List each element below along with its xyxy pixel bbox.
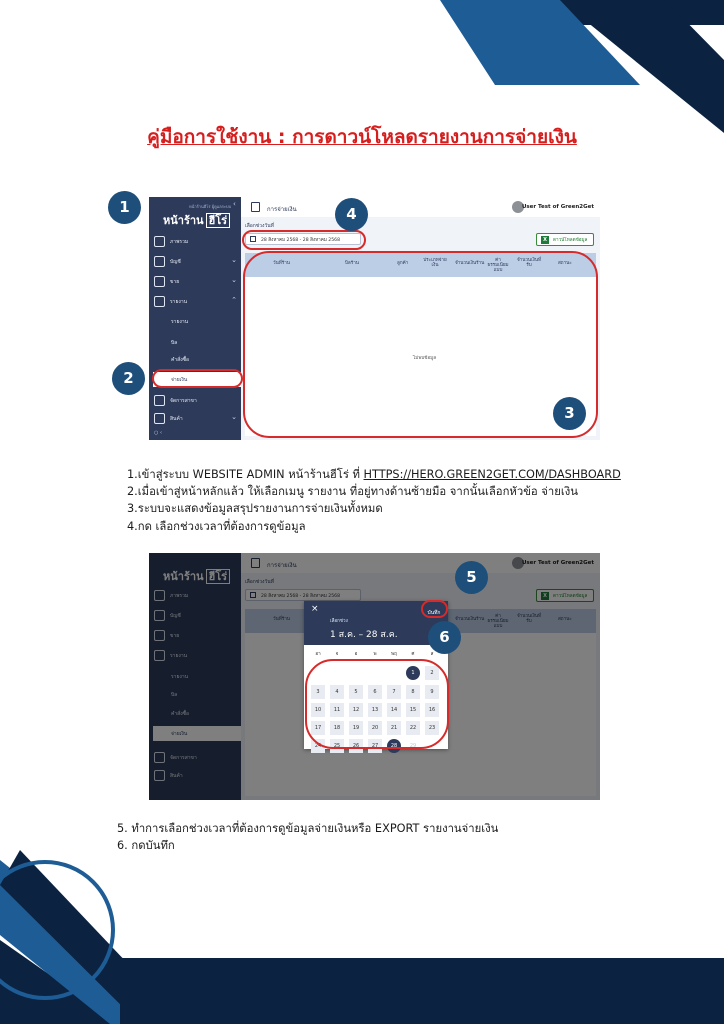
callout-4: 4	[335, 198, 368, 231]
weekday-label: ส	[430, 652, 434, 657]
dashboard-icon	[154, 236, 165, 247]
calendar-day[interactable]: 29	[409, 743, 417, 749]
calendar-day[interactable]: 14	[387, 703, 401, 717]
calendar-day[interactable]: 20	[368, 721, 382, 735]
collapse-sidebar-icon[interactable]: ‹	[233, 200, 236, 208]
page-report-icon	[251, 202, 260, 212]
top-header	[241, 197, 600, 217]
column-header[interactable]: จำนวนเงินที่รับ	[516, 258, 542, 268]
calendar-day[interactable]: 19	[349, 721, 363, 735]
calendar-day[interactable]: 13	[368, 703, 382, 717]
calendar-day[interactable]: 12	[349, 703, 363, 717]
instruction-list	[127, 466, 621, 535]
export-excel-button[interactable]: X ดาวน์โหลดข้อมูล	[536, 233, 594, 246]
weekday-label: จ	[335, 652, 339, 657]
calendar-day[interactable]: 17	[311, 721, 325, 735]
dashboard-link[interactable]: HTTPS://HERO.GREEN2GET.COM/DASHBOARD	[363, 468, 621, 481]
document-title: คู่มือการใช้งาน : การดาวน์โหลดรายงานการจ่ายเงิน	[147, 126, 577, 148]
product-icon	[154, 413, 165, 424]
weekday-label: อ	[354, 652, 358, 657]
column-header[interactable]: บิลร้าน	[345, 261, 359, 266]
chevron-up-icon: ⌃	[231, 296, 237, 304]
calendar-day[interactable]: 4	[330, 685, 344, 699]
branch-icon	[154, 395, 165, 406]
step-1: 1.เข้าสู่ระบบ WEBSITE ADMIN หน้าร้านฮีโร่ ที่ HTTPS://HERO.GREEN2GET.COM/DASHBOARD	[127, 468, 621, 481]
callout-3: 3	[553, 397, 586, 430]
column-header[interactable]: ลูกค้า	[397, 261, 409, 266]
picker-label: เลือกช่วง	[330, 619, 348, 624]
calendar-day[interactable]: 1	[406, 666, 420, 680]
column-header[interactable]: วันที่ร้าน	[273, 261, 290, 266]
calendar-day[interactable]: 6	[368, 685, 382, 699]
empty-state-text: ไม่พบข้อมูล	[413, 356, 437, 361]
calendar-day[interactable]: 22	[406, 721, 420, 735]
callout-2: 2	[112, 362, 145, 395]
sidebar-item-sales[interactable]: ขาย ⌄	[149, 273, 241, 291]
date-range-label: เลือกช่วงวันที่	[245, 223, 274, 229]
calendar-day[interactable]: 15	[406, 703, 420, 717]
brand-logo: หน้าร้าน ฮีโร่	[163, 211, 230, 229]
save-button[interactable]: บันทึก	[427, 610, 441, 616]
step-2: 2.เมื่อเข้าสู่หน้าหลักแล้ว ให้เลือกเมนู รายงาน ที่อยู่ทางด้านซ้ายมือ จากนั้นเลือกหัวข้อ จ่ายเงิน	[127, 485, 578, 499]
calendar-day[interactable]: 7	[387, 685, 401, 699]
callout-1: 1	[108, 191, 141, 224]
calendar-day[interactable]: 3	[311, 685, 325, 699]
weekday-label: พฤ	[391, 652, 397, 657]
step-4: 4.กด เลือกช่วงเวลาที่ต้องการดูข้อมูล	[127, 519, 306, 533]
highlight-date-range	[242, 230, 366, 250]
calendar-day[interactable]: 2	[425, 666, 439, 680]
excel-icon: X	[541, 236, 549, 244]
calendar-day[interactable]: 25	[330, 739, 344, 753]
close-icon[interactable]: ×	[311, 604, 319, 614]
calendar-day[interactable]: 11	[330, 703, 344, 717]
picker-selected-range: 1 ส.ค. – 28 ส.ค.	[330, 630, 398, 640]
calendar-day[interactable]: 24	[311, 739, 325, 753]
callout-6: 6	[428, 621, 461, 654]
highlight-payment-menu	[152, 369, 243, 388]
sales-icon	[154, 276, 165, 287]
sidebar-subitem-payment[interactable]: จ่ายเงิน	[153, 372, 241, 387]
chevron-down-icon: ⌄	[231, 256, 237, 264]
step-6: 6. กดบันทึก	[117, 839, 175, 853]
step-3: 3.ระบบจะแสดงข้อมูลสรุปรายงานการจ่ายเงินทั้งหมด	[127, 502, 383, 516]
calendar-day[interactable]: 5	[349, 685, 363, 699]
highlight-table	[243, 251, 598, 438]
weekday-label: อา	[315, 652, 321, 657]
calendar-day[interactable]: 18	[330, 721, 344, 735]
column-header[interactable]: ประเภทจ่ายเงิน	[423, 258, 447, 268]
highlight-save	[421, 600, 448, 618]
calendar-day[interactable]: 10	[311, 703, 325, 717]
sidebar-item-account[interactable]: บัญชี ⌄	[149, 253, 241, 271]
account-icon	[154, 256, 165, 267]
sidebar-subitem-bill[interactable]: บิล	[171, 340, 178, 346]
chevron-down-icon: ⌄	[231, 413, 237, 421]
sidebar-item-report[interactable]: รายงาน ⌃	[149, 293, 241, 311]
column-header[interactable]: สถานะ	[558, 261, 572, 266]
highlight-calendar	[305, 659, 449, 749]
calendar-day[interactable]: 21	[387, 721, 401, 735]
calendar-day[interactable]: 16	[425, 703, 439, 717]
calendar-day[interactable]: 9	[425, 685, 439, 699]
page-title: การจ่ายเงิน	[267, 206, 297, 213]
calendar-day[interactable]: 28	[387, 739, 401, 753]
top-right-decoration	[0, 0, 724, 140]
sidebar-item-branch[interactable]: จัดการสาขา	[149, 392, 241, 410]
sidebar-subitem-report[interactable]: รายงาน	[171, 319, 189, 325]
instruction-list-2	[117, 820, 498, 854]
brand-caption: หน้าร้านฮีโร่ ผู้ดูแลระบบ	[189, 204, 232, 209]
date-range-picker[interactable]: 28 สิงหาคม 2568 - 28 สิงหาคม 2568	[245, 233, 361, 245]
weekday-label: พ	[373, 652, 377, 657]
user-name: User Test of Green2Get	[521, 204, 594, 210]
report-icon	[154, 296, 165, 307]
step-5: 5. ทำการเลือกช่วงเวลาที่ต้องการดูข้อมูลจ่ายเงินหรือ EXPORT รายงานจ่ายเงิน	[117, 822, 499, 835]
calendar-day[interactable]: 23	[425, 721, 439, 735]
sidebar	[149, 197, 241, 440]
calendar-day[interactable]: 26	[349, 739, 363, 753]
logout-icon[interactable]: ○ ‹	[154, 430, 162, 436]
column-header[interactable]: จำนวนเงินร้าน	[455, 261, 485, 266]
callout-5: 5	[455, 561, 488, 594]
column-header[interactable]: ค่าธรรมเนียมแบบ	[487, 258, 509, 273]
sidebar-subitem-orders[interactable]: คำสั่งซื้อ	[171, 357, 190, 363]
sidebar-item-overview[interactable]: ภาพรวม	[149, 233, 241, 251]
calendar-day[interactable]: 27	[368, 739, 382, 753]
weekday-label: ศ	[411, 652, 415, 657]
bottom-left-decoration	[0, 850, 724, 1024]
chevron-down-icon: ⌄	[231, 276, 237, 284]
sidebar-item-product[interactable]: สินค้า ⌄	[149, 410, 241, 428]
calendar-day[interactable]: 8	[406, 685, 420, 699]
